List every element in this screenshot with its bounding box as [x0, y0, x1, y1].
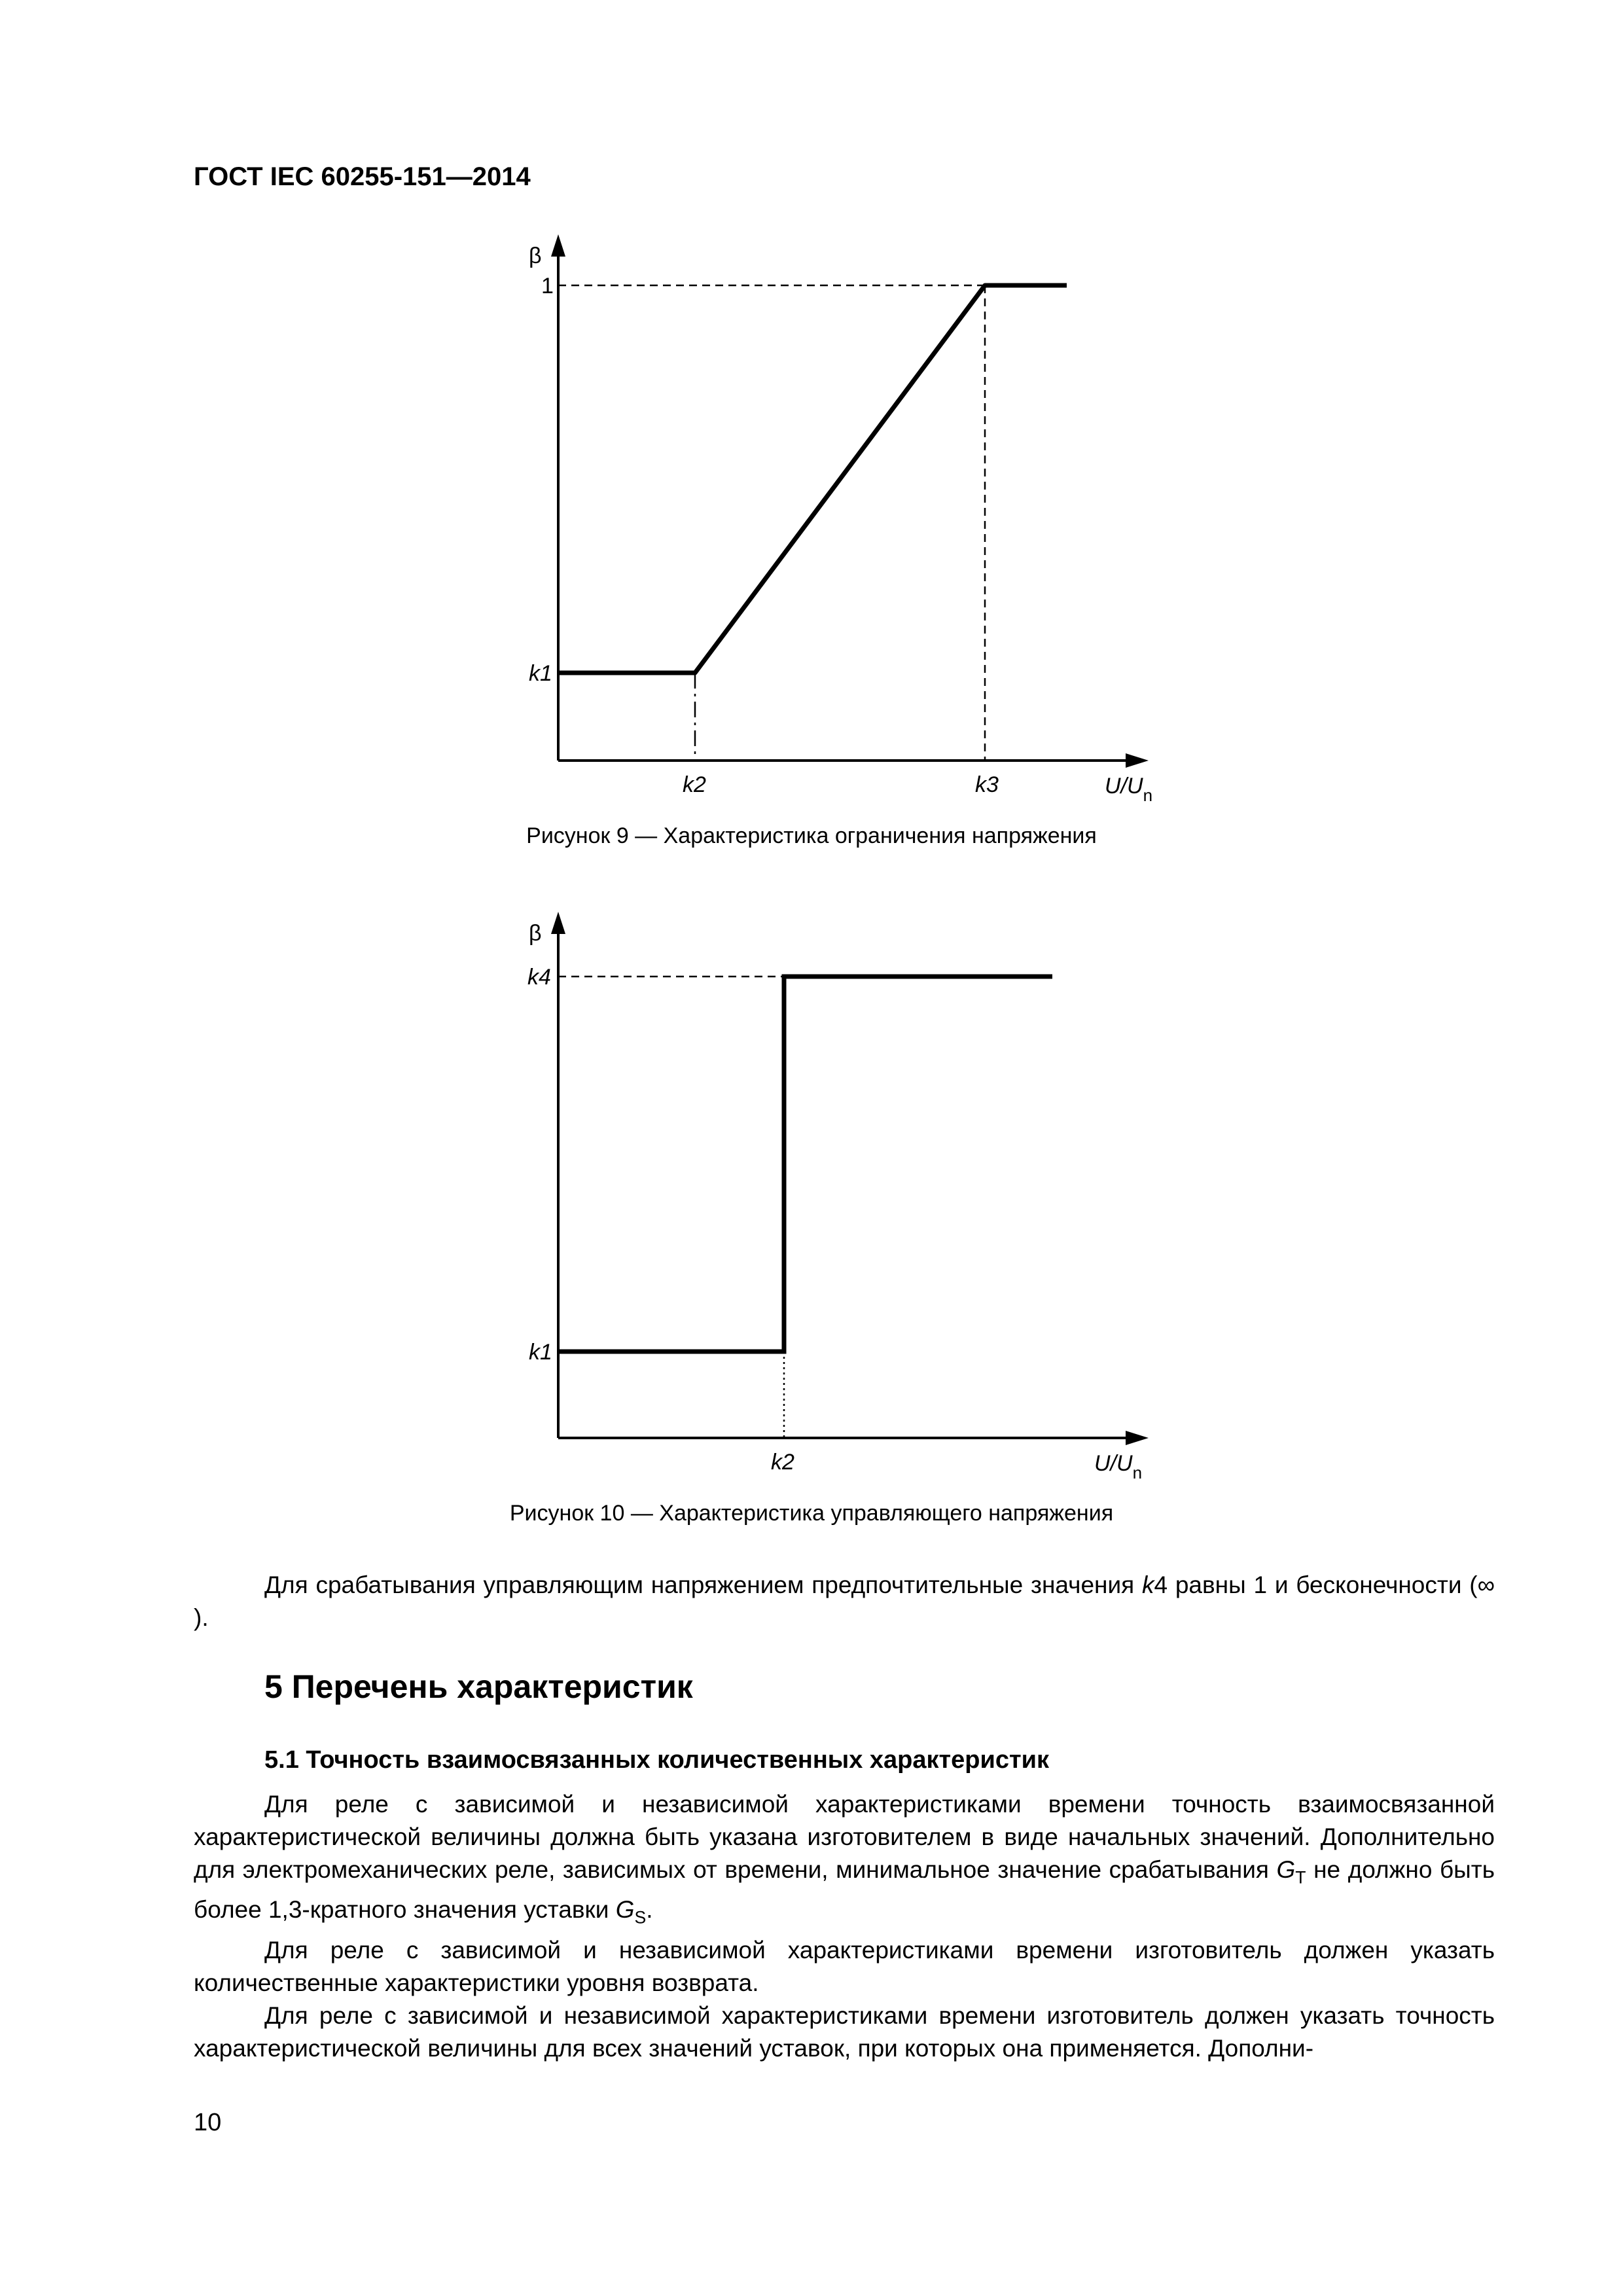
x-tick-k3: k3	[975, 772, 999, 797]
y-tick-k1: k1	[529, 661, 552, 686]
page-number: 10	[194, 2109, 222, 2136]
figure-9-caption: Рисунок 9 — Характеристика ограничения напряжения	[526, 823, 1097, 848]
section-body	[194, 1788, 1495, 2065]
y-tick-k1: k1	[529, 1340, 552, 1365]
x-tick-k2: k2	[771, 1450, 794, 1475]
y-axis-arrow	[551, 912, 565, 934]
x-axis-label: $U/U_n$	[1094, 1451, 1143, 1482]
figure-10-caption: Рисунок 10 — Характеристика управляющего напряжения	[509, 1501, 1114, 1526]
series-line	[558, 285, 1067, 673]
body-paragraph-2: Для реле с зависимой и независимой характеристиками времени точность взаимосвязанной характеристической величины должна быть указана изготовителем в виде начальных значений. Дополнительно для электромеханических реле, зависимых от времени, минимальное значение срабатывания $G_T$ не должно быть более 1,3-кратного значения уставки $G_S$.	[194, 1791, 1495, 1928]
figure-9-chart	[0, 223, 1623, 812]
x-tick-k2: k2	[683, 772, 706, 797]
y-tick-k4: k4	[527, 965, 551, 990]
y-tick-1: 1	[541, 274, 554, 298]
y-axis-arrow	[551, 234, 565, 257]
body-paragraph-1: Для срабатывания управляющим напряжением предпочтительные значения k4 равны 1 и бесконечности (∞ ).	[194, 1571, 1495, 1631]
figure-10-chart	[0, 900, 1623, 1489]
subsection-title: 5.1 Точность взаимосвязанных количественных характеристик	[264, 1746, 1049, 1774]
body-paragraph-3: Для реле с зависимой и независимой характеристиками времени изготовитель должен указать количественные характеристики уровня возврата.	[194, 1936, 1495, 1996]
x-axis-arrow	[1126, 753, 1149, 768]
y-label-beta: β	[529, 243, 542, 268]
document-header: ГОСТ IEC 60255-151—2014	[194, 162, 531, 191]
y-label-beta: β	[529, 921, 542, 946]
series-line	[558, 977, 1052, 1352]
section-title: 5 Перечень характеристик	[264, 1668, 693, 1705]
x-axis-label: $U/U_n$	[1105, 774, 1153, 805]
body-paragraph-4: Для реле с зависимой и независимой характеристиками времени изготовитель должен указать точность характеристической величины для всех значений уставок, при которых она применяется. Дополни-	[194, 2001, 1495, 2062]
x-axis-arrow	[1126, 1431, 1149, 1445]
